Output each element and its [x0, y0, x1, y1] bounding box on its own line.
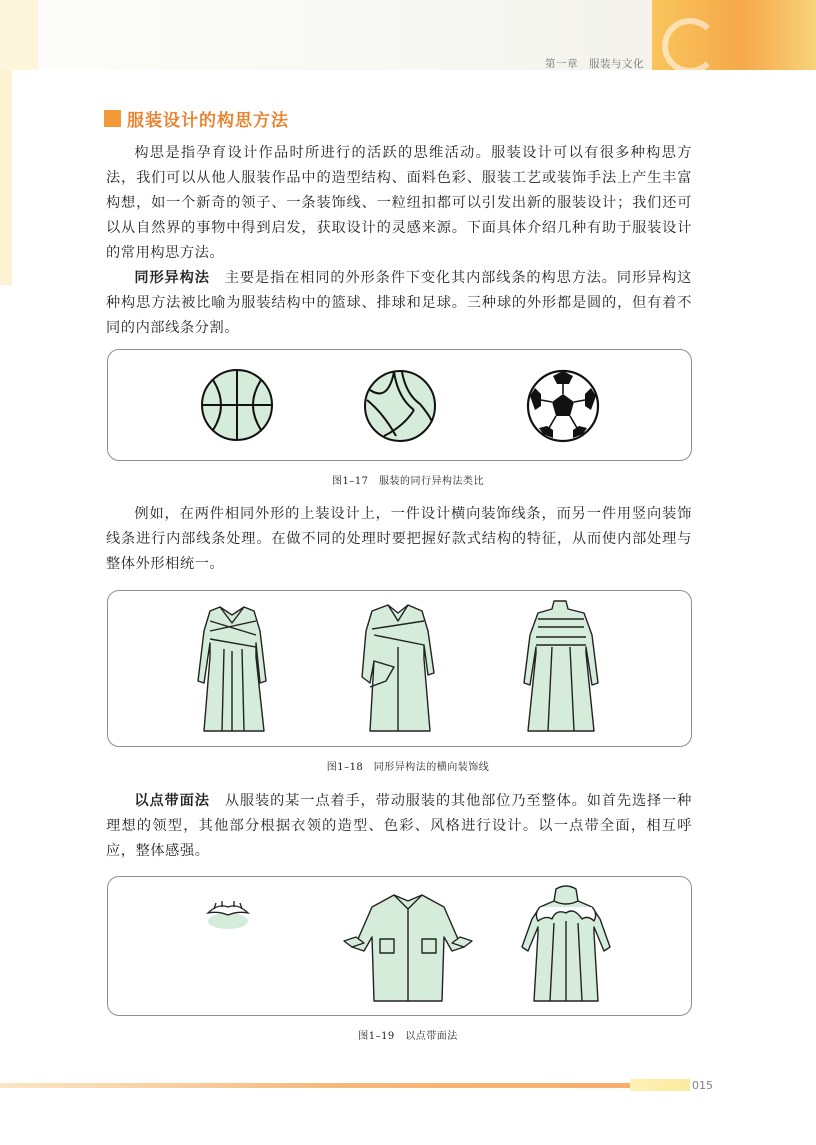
- figure-1-19-caption: 图1–19 以点带面法: [358, 1031, 458, 1042]
- figure-1-18-caption: 图1–18 同形异构法的横向装饰线: [326, 762, 490, 773]
- footer-yellow-block: [630, 1079, 690, 1091]
- header-orange-block: [652, 0, 816, 70]
- side-bar-decoration: [0, 70, 12, 285]
- figure-1-17-caption: 图1–17 服装的同行异构法类比: [331, 476, 485, 487]
- chapter-title: 第一章 服装与文化: [545, 58, 644, 70]
- figure-1-18-box: [107, 590, 692, 747]
- paragraph-yidian: [106, 789, 692, 864]
- paragraph-intro: 构思是指孕育设计作品时所进行的活跃的思维活动。服装设计可以有很多种构思方法，我们可以从他人服装作品中的造型结构、面料色彩、服装工艺或装饰手法上产生丰富构想，如一个新奇的领子、一条装饰线、一粒纽扣都可以引发出新的服装设计；我们还可以从自然界的事物中得到启发，获取设计的灵感来源。下面具体介绍几种有助于服装设计的常用构思方法。: [106, 145, 692, 261]
- paragraph-tongxing-body: 主要是指在相同的外形条件下变化其内部线条的构思方法。同形异构这种构思方法被比喻为服装结构中的篮球、排球和足球。三种球的外形都是圆的，但有着不同的内部线条分割。: [106, 270, 692, 336]
- dress-horizontal-lines-1: [198, 607, 266, 731]
- section-title-text: 服装设计的构思方法: [127, 111, 289, 131]
- footer-line: [0, 1083, 630, 1088]
- soccer-ball-icon: [528, 371, 598, 441]
- volleyball-icon: [365, 371, 435, 441]
- figure-1-17-drawing: [108, 350, 691, 460]
- section-square-icon: [104, 110, 121, 127]
- term-yidian: 以点带面法: [134, 793, 210, 809]
- figure-1-19-drawing: [108, 877, 691, 1015]
- basketball-icon: [202, 370, 272, 440]
- figure-1-18-drawing: [108, 591, 691, 746]
- collar-detail: [208, 901, 248, 929]
- figure-1-19-box: [107, 876, 692, 1016]
- dress-horizontal-lines-2: [362, 605, 434, 731]
- paragraph-example: 例如，在两件相同外形的上装设计上，一件设计横向装饰线条，而另一件用竖向装饰线条进行内部线条处理。在做不同的处理时要把握好款式结构的特征，从而使内部处理与整体外形相统一。: [106, 506, 692, 572]
- paragraph-tongxing: [106, 266, 692, 341]
- paragraph-yidian-body: 从服装的某一点着手，带动服装的其他部位乃至整体。如首先选择一种理想的领型，其他部分根据衣领的造型、色彩、风格进行设计。以一点带全面，相互呼应，整体感强。: [106, 793, 692, 859]
- term-tongxing: 同形异构法: [134, 270, 210, 286]
- coat-with-collar: [344, 895, 472, 1001]
- dress-horizontal-lines-3: [524, 601, 598, 731]
- section-title: [104, 106, 289, 131]
- page-number: 015: [692, 1079, 713, 1092]
- decorative-ring-icon: [662, 18, 718, 74]
- figure-1-17-box: [107, 349, 692, 461]
- header-left-stripe: [0, 0, 38, 70]
- dress-with-ruffle-collar: [522, 886, 610, 1001]
